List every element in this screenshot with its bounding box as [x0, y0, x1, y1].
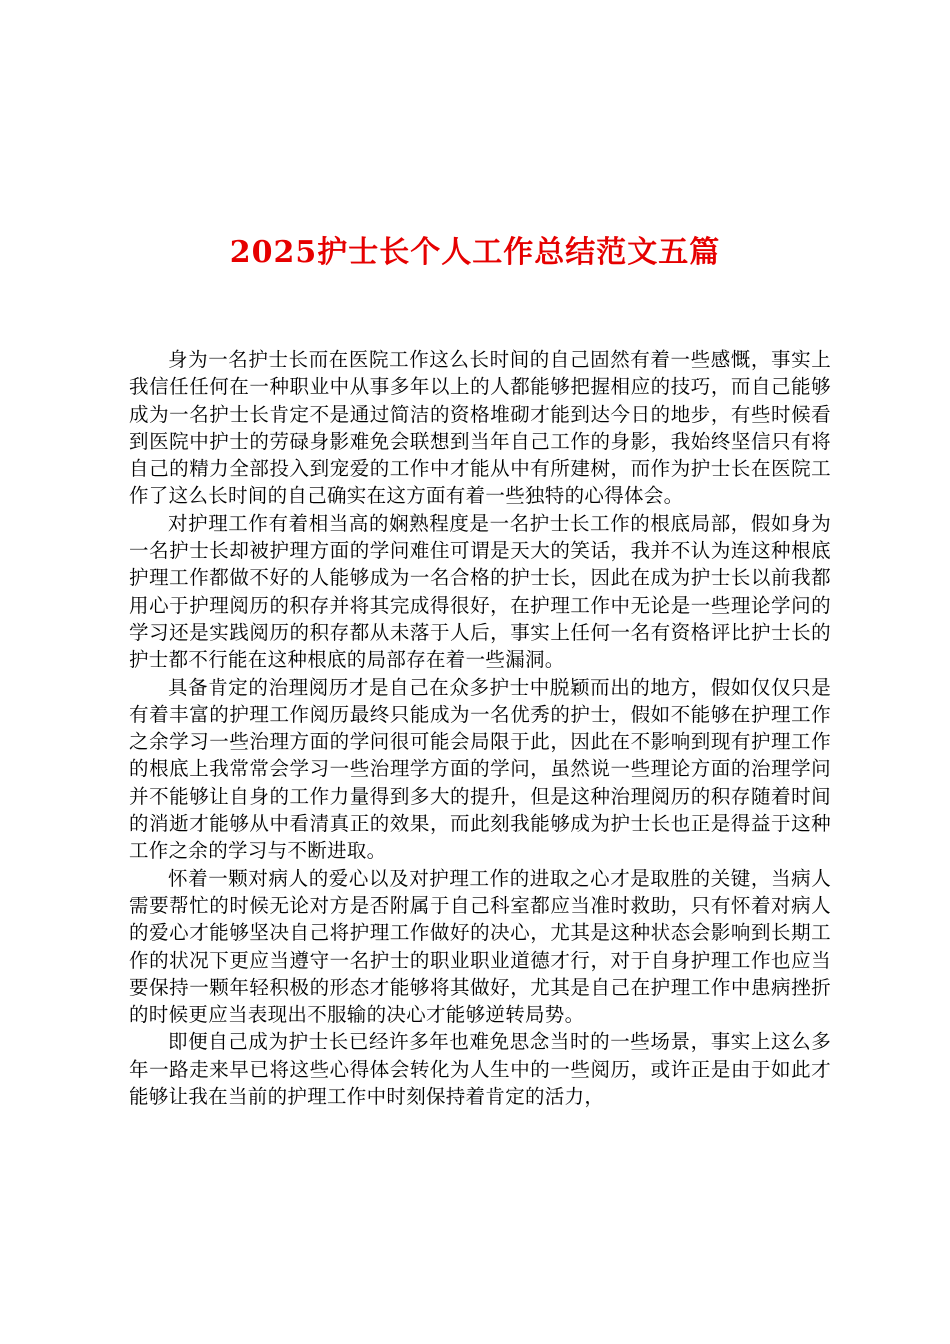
document-title: 2025护士长个人工作总结范文五篇 [229, 235, 721, 271]
document-body [129, 346, 831, 1110]
paragraph: 即便自己成为护士长已经许多年也难免思念当时的一些场景，事实上这么多年一路走来早已将这些心得体会转化为人生中的一些阅历，或许正是由于如此才能够让我在当前的护理工作中时刻保持着肯定的活力， [129, 1030, 831, 1109]
paragraph: 怀着一颗对病人的爱心以及对护理工作的进取之心才是取胜的关键，当病人需要帮忙的时候无论对方是否附属于自己科室都应当准时救助，只有怀着对病人的爱心才能够坚决自己将护理工作做好的决心，尤其是这种状态会影响到长期工作的状况下更应当遵守一名护士的职业职业道德才行，对于自身护理工作也应当要保持一颗年轻积极的形态才能够将其做好，尤其是自己在护理工作中患病挫折的时候更应当表现出不服输的决心才能够逆转局势。 [129, 866, 831, 1027]
paragraph: 具备肯定的治理阅历才是自己在众多护士中脱颖而出的地方，假如仅仅只是有着丰富的护理工作阅历最终只能成为一名优秀的护士，假如不能够在护理工作之余学习一些治理方面的学问很可能会局限于此，因此在不影响到现有护理工作的根底上我常常会学习一些治理学方面的学问，虽然说一些理论方面的治理学问并不能够让自身的工作力量得到多大的提升，但是这种治理阅历的积存随着时间的消逝才能够从中看清真正的效果，而此刻我能够成为护士长也正是得益于这种工作之余的学习与不断进取。 [129, 675, 831, 863]
paragraph: 对护理工作有着相当高的娴熟程度是一名护士长工作的根底局部，假如身为一名护士长却被护理方面的学问难住可谓是天大的笑话，我并不认为连这种根底护理工作都做不好的人能够成为一名合格的护士长，因此在成为护士长以前我都用心于护理阅历的积存并将其完成得很好，在护理工作中无论是一些理论学问的学习还是实践阅历的积存都从未落于人后，事实上任何一名有资格评比护士长的护士都不行能在这种根底的局部存在着一些漏洞。 [129, 511, 831, 672]
paragraph: 身为一名护士长而在医院工作这么长时间的自己固然有着一些感慨，事实上我信任任何在一种职业中从事多年以上的人都能够把握相应的技巧，而自己能够成为一名护士长肯定不是通过简洁的资格堆砌才能到达今日的地步，有些时候看到医院中护士的劳碌身影难免会联想到当年自己工作的身影，我始终坚信只有将自己的精力全部投入到宠爱的工作中才能从中有所建树，而作为护士长在医院工作了这么长时间的自己确实在这方面有着一些独特的心得体会。 [129, 348, 831, 508]
